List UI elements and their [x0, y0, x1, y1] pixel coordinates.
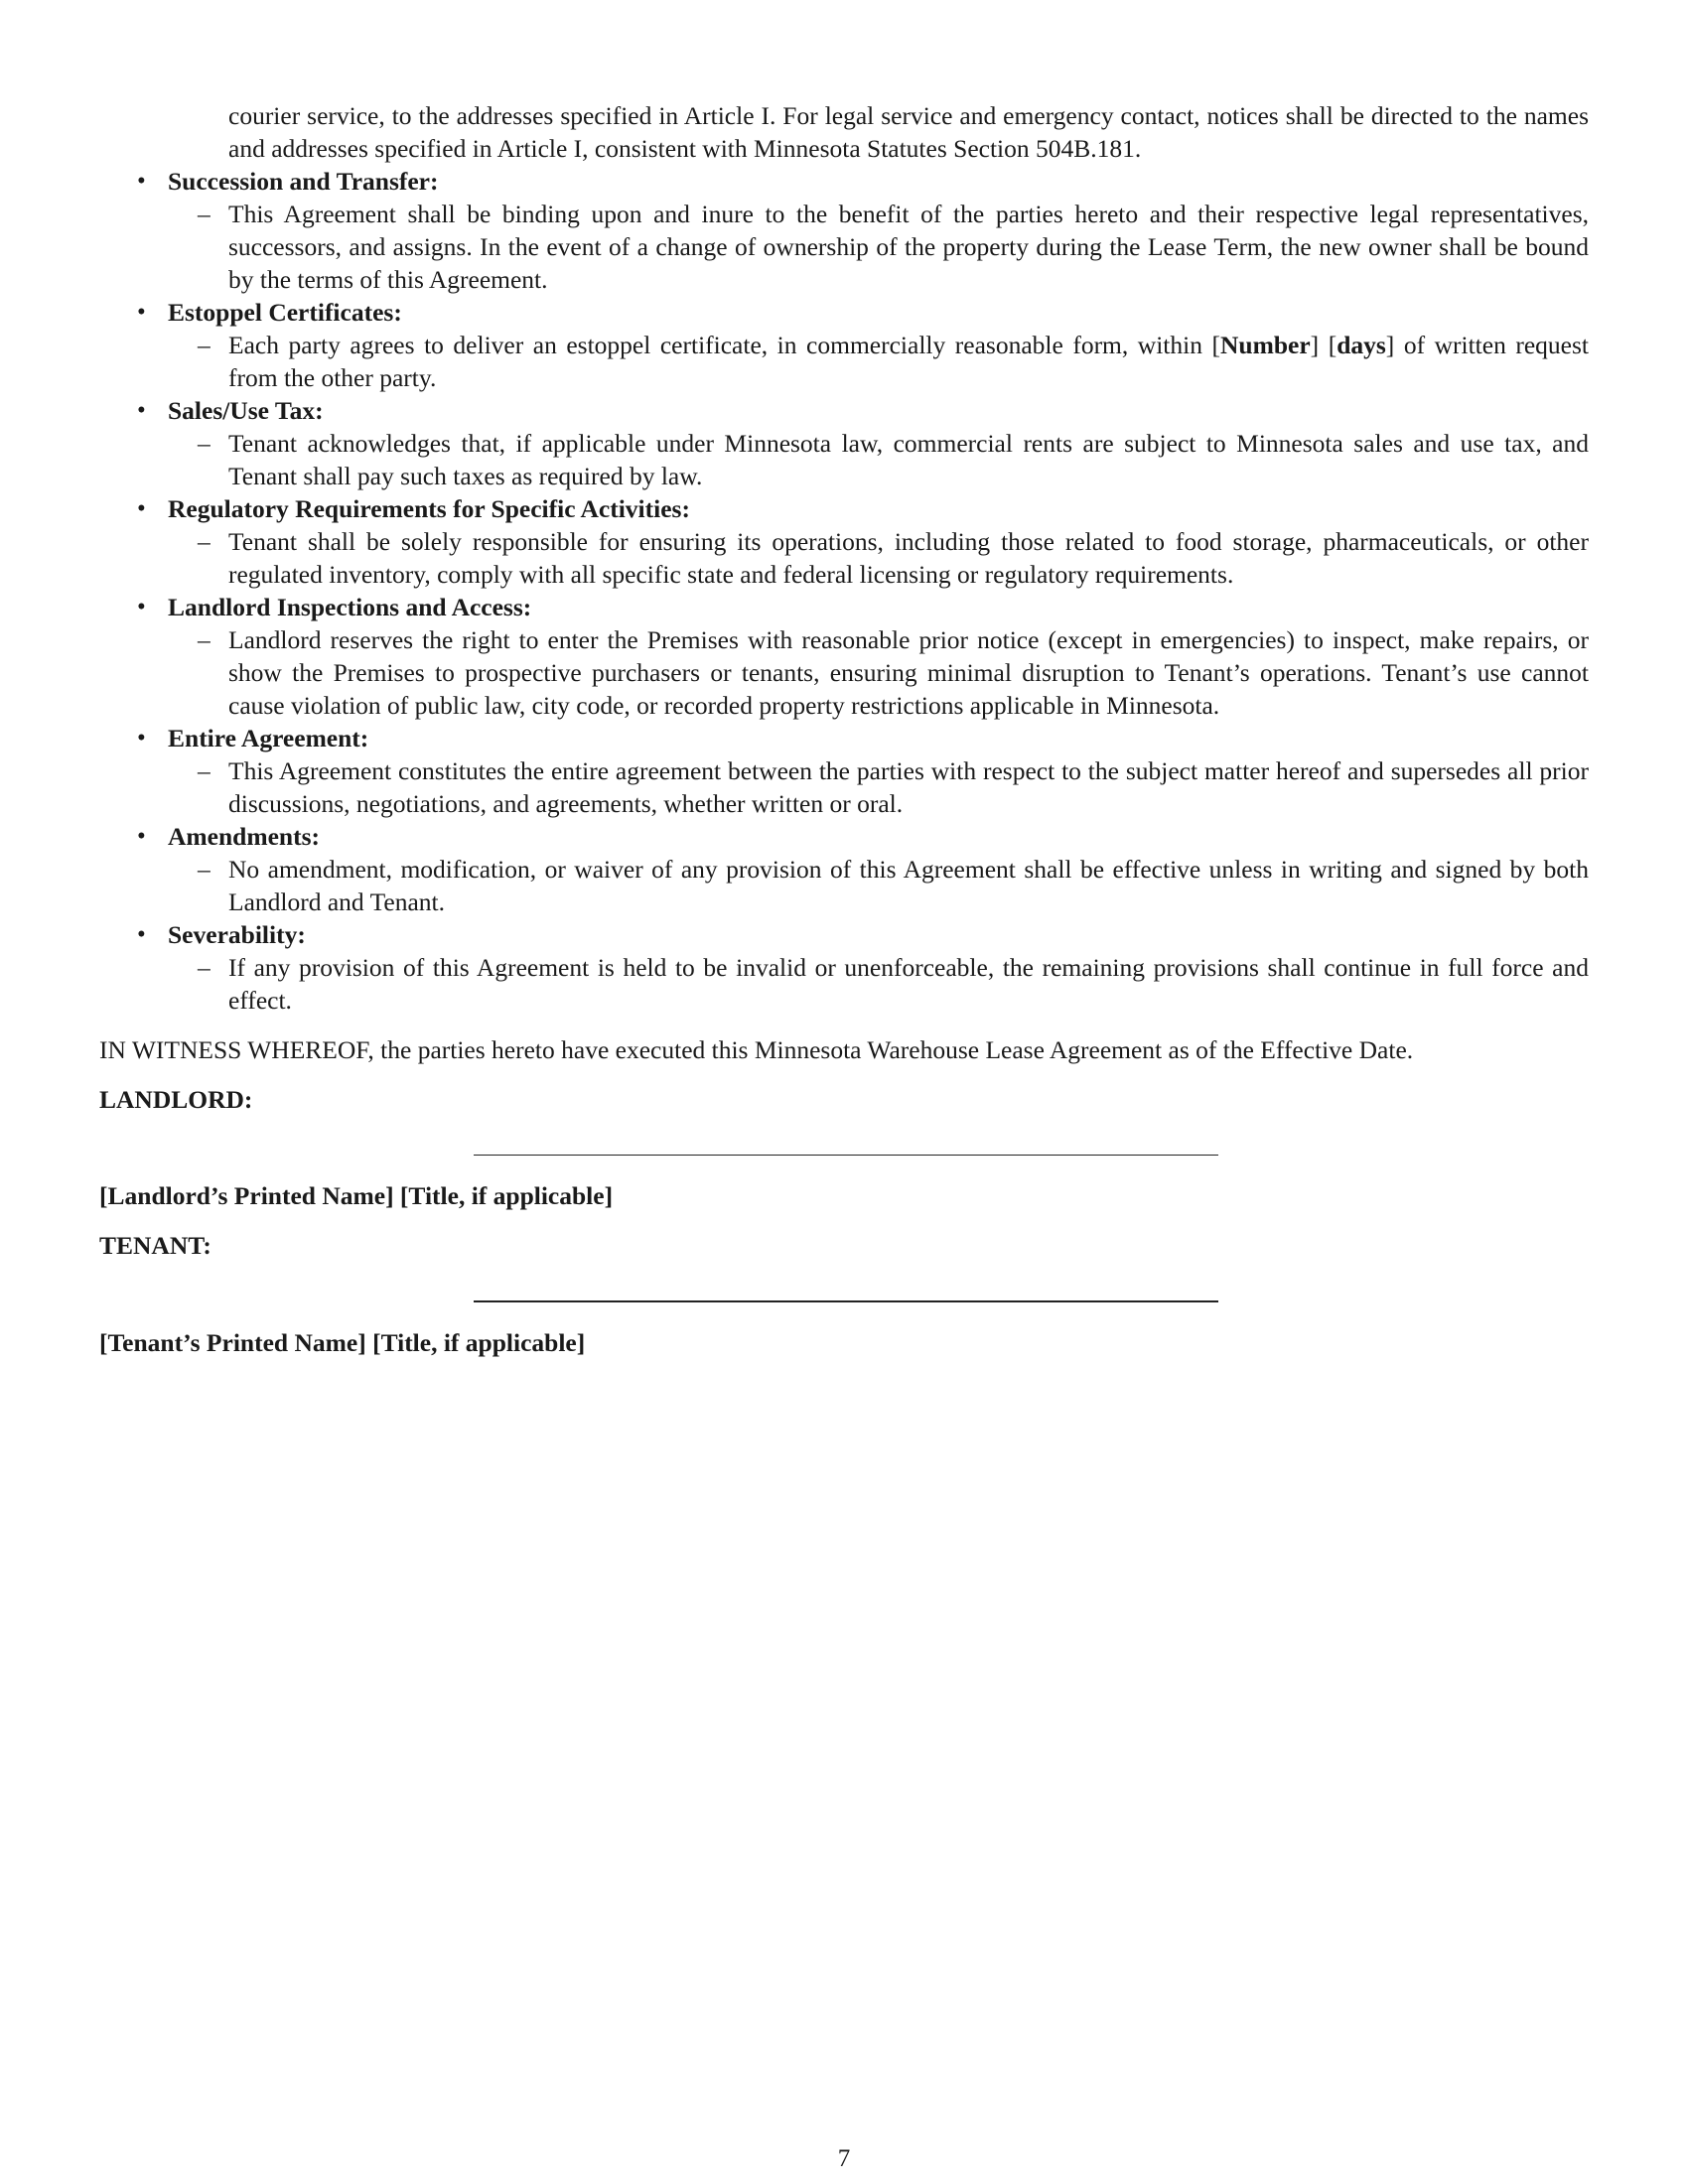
- placeholder-number: Number: [1220, 331, 1311, 359]
- section-body: – No amendment, modification, or waiver of any provision of this Agreement shall be effective unless in writing and signed by both Landlord and Tenant.: [198, 855, 1589, 916]
- section-body-text: No amendment, modification, or waiver of any provision of this Agreement shall be effective unless in writing and signed by both Landlord and Tenant.: [228, 855, 1589, 916]
- landlord-title: Title, if applicable: [408, 1181, 605, 1210]
- section-heading: • Landlord Inspections and Access:: [168, 593, 532, 621]
- section-body-text: Tenant acknowledges that, if applicable under Minnesota law, commercial rents are subject to Minnesota sales and use tax, and Tenant shall pay such taxes as required by law.: [228, 429, 1589, 490]
- section-heading: • Entire Agreement:: [168, 724, 369, 752]
- section-body-text: If any provision of this Agreement is held to be invalid or unenforceable, the remaining provisions shall continue in full force and effect.: [228, 953, 1589, 1015]
- section-heading: • Severability:: [168, 920, 306, 949]
- section-body-text: This Agreement constitutes the entire agreement between the parties with respect to the subject matter hereof and supersedes all prior discussions, negotiations, and agreements, whether written or oral.: [228, 756, 1589, 818]
- section-body-text: of written request from the other party.: [228, 331, 1589, 392]
- section-regulatory-requirements: [99, 492, 1589, 591]
- section-sales-use-tax: [99, 394, 1589, 492]
- section-entire-agreement: [99, 722, 1589, 820]
- section-heading: • Succession and Transfer:: [168, 167, 439, 196]
- section-body: – Landlord reserves the right to enter the Premises with reasonable prior notice (except in emergencies) to inspect, make repairs, or show the Premises to prospective purchasers or tenants, ensuring minimal disruption to Tenant’s operations. Tenant’s use cannot cause violation of public law, city code, or recorded property restrictions applicable in Minnesota.: [198, 625, 1589, 720]
- notices-continuation: courier service, to the addresses specified in Article I. For legal service and emergency contact, notices shall be directed to the names and addresses specified in Article I, consistent with Minnesota Statutes Section 504B.181.: [228, 101, 1589, 163]
- tenant-printed-name: Tenant’s Printed Name: [107, 1328, 358, 1357]
- landlord-label: LANDLORD:: [99, 1085, 253, 1114]
- tenant-title: Title, if applicable: [380, 1328, 577, 1357]
- section-heading: • Sales/Use Tax:: [168, 396, 324, 425]
- section-body-text: Each party agrees to deliver an estoppel certificate, in commercially reasonable form, within: [228, 331, 1212, 359]
- section-body-text: This Agreement shall be binding upon and inure to the benefit of the parties hereto and their respective legal representatives, successors, and assigns. In the event of a change of ownership of the property during the Lease Term, the new owner shall be bound by the terms of this Agreement.: [228, 200, 1589, 294]
- section-list: [99, 165, 1589, 1017]
- section-body: – Tenant shall be solely responsible for ensuring its operations, including those related to food storage, pharmaceuticals, or other regulated inventory, comply with all specific state and federal licensing or regulatory requirements.: [198, 527, 1589, 589]
- section-landlord-inspections: [99, 591, 1589, 722]
- section-body: – This Agreement shall be binding upon and inure to the benefit of the parties hereto and their respective legal representatives, successors, and assigns. In the event of a change of ownership of the property during the Lease Term, the new owner shall be bound by the terms of this Agreement.: [198, 200, 1589, 294]
- witness-paragraph: IN WITNESS WHEREOF, the parties hereto have executed this Minnesota Warehouse Lease Agreement as of the Effective Date.: [99, 1035, 1414, 1064]
- section-severability: [99, 918, 1589, 1017]
- section-body-text: Landlord reserves the right to enter the Premises with reasonable prior notice (except in emergencies) to inspect, make repairs, or show the Premises to prospective purchasers or tenants, ensuring minimal disruption to Tenant’s operations. Tenant’s use cannot cause violation of public law, city code, or recorded property restrictions applicable in Minnesota.: [228, 625, 1589, 720]
- section-estoppel-certificates: [99, 296, 1589, 394]
- landlord-printed-name-line: [Landlord’s Printed Name] [Title, if applicable]: [99, 1181, 614, 1210]
- section-body: – This Agreement constitutes the entire agreement between the parties with respect to the subject matter hereof and supersedes all prior discussions, negotiations, and agreements, whether written or oral.: [198, 756, 1589, 818]
- section-body: – If any provision of this Agreement is held to be invalid or unenforceable, the remaining provisions shall continue in full force and effect.: [198, 953, 1589, 1015]
- section-heading: • Amendments:: [168, 822, 320, 851]
- placeholder-days: days: [1336, 331, 1386, 359]
- landlord-printed-name: Landlord’s Printed Name: [107, 1181, 386, 1210]
- section-amendments: [99, 820, 1589, 918]
- section-succession-and-transfer: [99, 165, 1589, 296]
- tenant-printed-name-line: [Tenant’s Printed Name] [Title, if applicable]: [99, 1328, 586, 1357]
- section-body-text: Tenant shall be solely responsible for ensuring its operations, including those related to food storage, pharmaceuticals, or other regulated inventory, comply with all specific state and federal licensing or regulatory requirements.: [228, 527, 1589, 589]
- page-number: 7: [837, 2145, 851, 2172]
- tenant-label: TENANT:: [99, 1231, 211, 1260]
- tenant-signature-line: [474, 1300, 1218, 1302]
- section-heading: • Regulatory Requirements for Specific Activities:: [168, 494, 690, 523]
- section-body: – Each party agrees to deliver an estoppel certificate, in commercially reasonable form, within [Number] [days] of written request from the other party.: [198, 331, 1589, 392]
- section-heading: • Estoppel Certificates:: [168, 298, 402, 327]
- section-body: – Tenant acknowledges that, if applicable under Minnesota law, commercial rents are subject to Minnesota sales and use tax, and Tenant shall pay such taxes as required by law.: [198, 429, 1589, 490]
- document-page: [99, 99, 1589, 1359]
- landlord-signature-line: [474, 1155, 1218, 1156]
